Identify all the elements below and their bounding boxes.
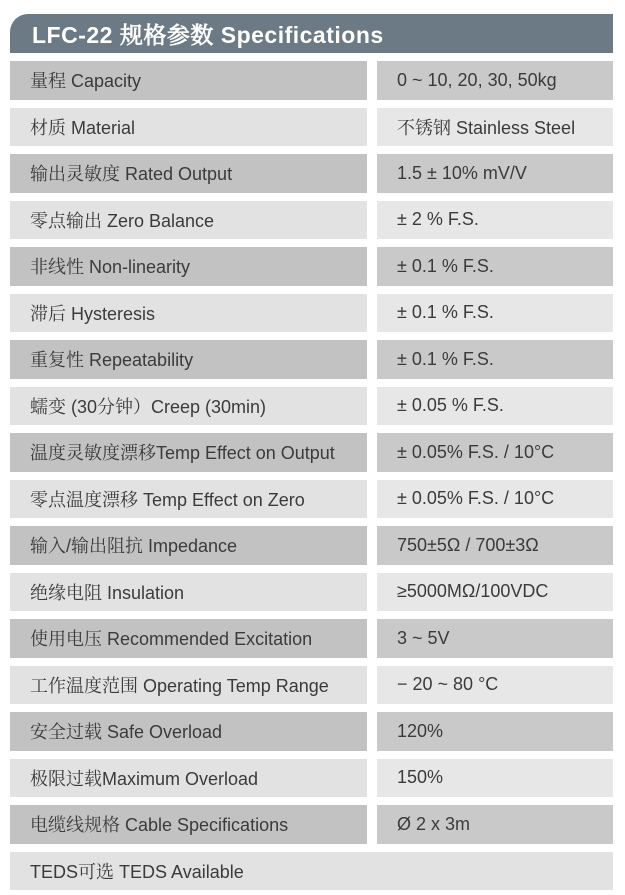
spec-row-value: 1.5 ± 10% mV/V [377,154,613,193]
table-header [10,14,613,53]
spec-row [10,294,613,333]
spec-row-label: 零点温度漂移 Temp Effect on Zero [10,480,367,519]
spec-row [10,712,613,751]
spec-row [10,526,613,565]
spec-row [10,340,613,379]
spec-row-label: TEDS可选 TEDS Available [10,852,613,891]
spec-row-value: 120% [377,712,613,751]
spec-row-value: 0 ~ 10, 20, 30, 50kg [377,61,613,100]
spec-row-label: 输入/输出阻抗 Impedance [10,526,367,565]
spec-row-label: 蠕变 (30分钟）Creep (30min) [10,387,367,426]
spec-row-label: 绝缘电阻 Insulation [10,573,367,612]
spec-row-value: Ø 2 x 3m [377,805,613,844]
spec-row [10,247,613,286]
spec-row-label: 使用电压 Recommended Excitation [10,619,367,658]
spec-row-label: 重复性 Repeatability [10,340,367,379]
spec-row-value: ± 0.1 % F.S. [377,247,613,286]
spec-row [10,154,613,193]
spec-row [10,61,613,100]
spec-row-label: 材质 Material [10,108,367,147]
spec-row-value: 150% [377,759,613,798]
spec-row-label: 安全过载 Safe Overload [10,712,367,751]
spec-row-value: ± 0.1 % F.S. [377,340,613,379]
spec-row-value: − 20 ~ 80 °C [377,666,613,705]
spec-row [10,573,613,612]
spec-row [10,201,613,240]
spec-row-label: 工作温度范围 Operating Temp Range [10,666,367,705]
spec-row [10,805,613,844]
spec-row-value: ± 0.1 % F.S. [377,294,613,333]
spec-row-label: 滞后 Hysteresis [10,294,367,333]
spec-row [10,619,613,658]
table-title: LFC-22 规格参数 Specifications [32,22,384,48]
spec-row [10,480,613,519]
spec-row [10,666,613,705]
spec-row-value: ± 0.05 % F.S. [377,387,613,426]
spec-row-value: 3 ~ 5V [377,619,613,658]
spec-row-value: 750±5Ω / 700±3Ω [377,526,613,565]
spec-row-label: 零点输出 Zero Balance [10,201,367,240]
spec-row-label: 电缆线规格 Cable Specifications [10,805,367,844]
spec-row-value: ± 0.05% F.S. / 10°C [377,433,613,472]
spec-row-value: ± 0.05% F.S. / 10°C [377,480,613,519]
spec-row-value: ≥5000MΩ/100VDC [377,573,613,612]
spec-rows [10,61,613,890]
spec-row-value: ± 2 % F.S. [377,201,613,240]
spec-row-label: 输出灵敏度 Rated Output [10,154,367,193]
spec-row [10,387,613,426]
spec-row [10,852,613,891]
spec-row-label: 量程 Capacity [10,61,367,100]
spec-row-label: 非线性 Non-linearity [10,247,367,286]
spec-row-value: 不锈钢 Stainless Steel [377,108,613,147]
spec-row-label: 极限过载Maximum Overload [10,759,367,798]
spec-row-label: 温度灵敏度漂移Temp Effect on Output [10,433,367,472]
spec-row [10,433,613,472]
spec-row [10,759,613,798]
spec-row [10,108,613,147]
